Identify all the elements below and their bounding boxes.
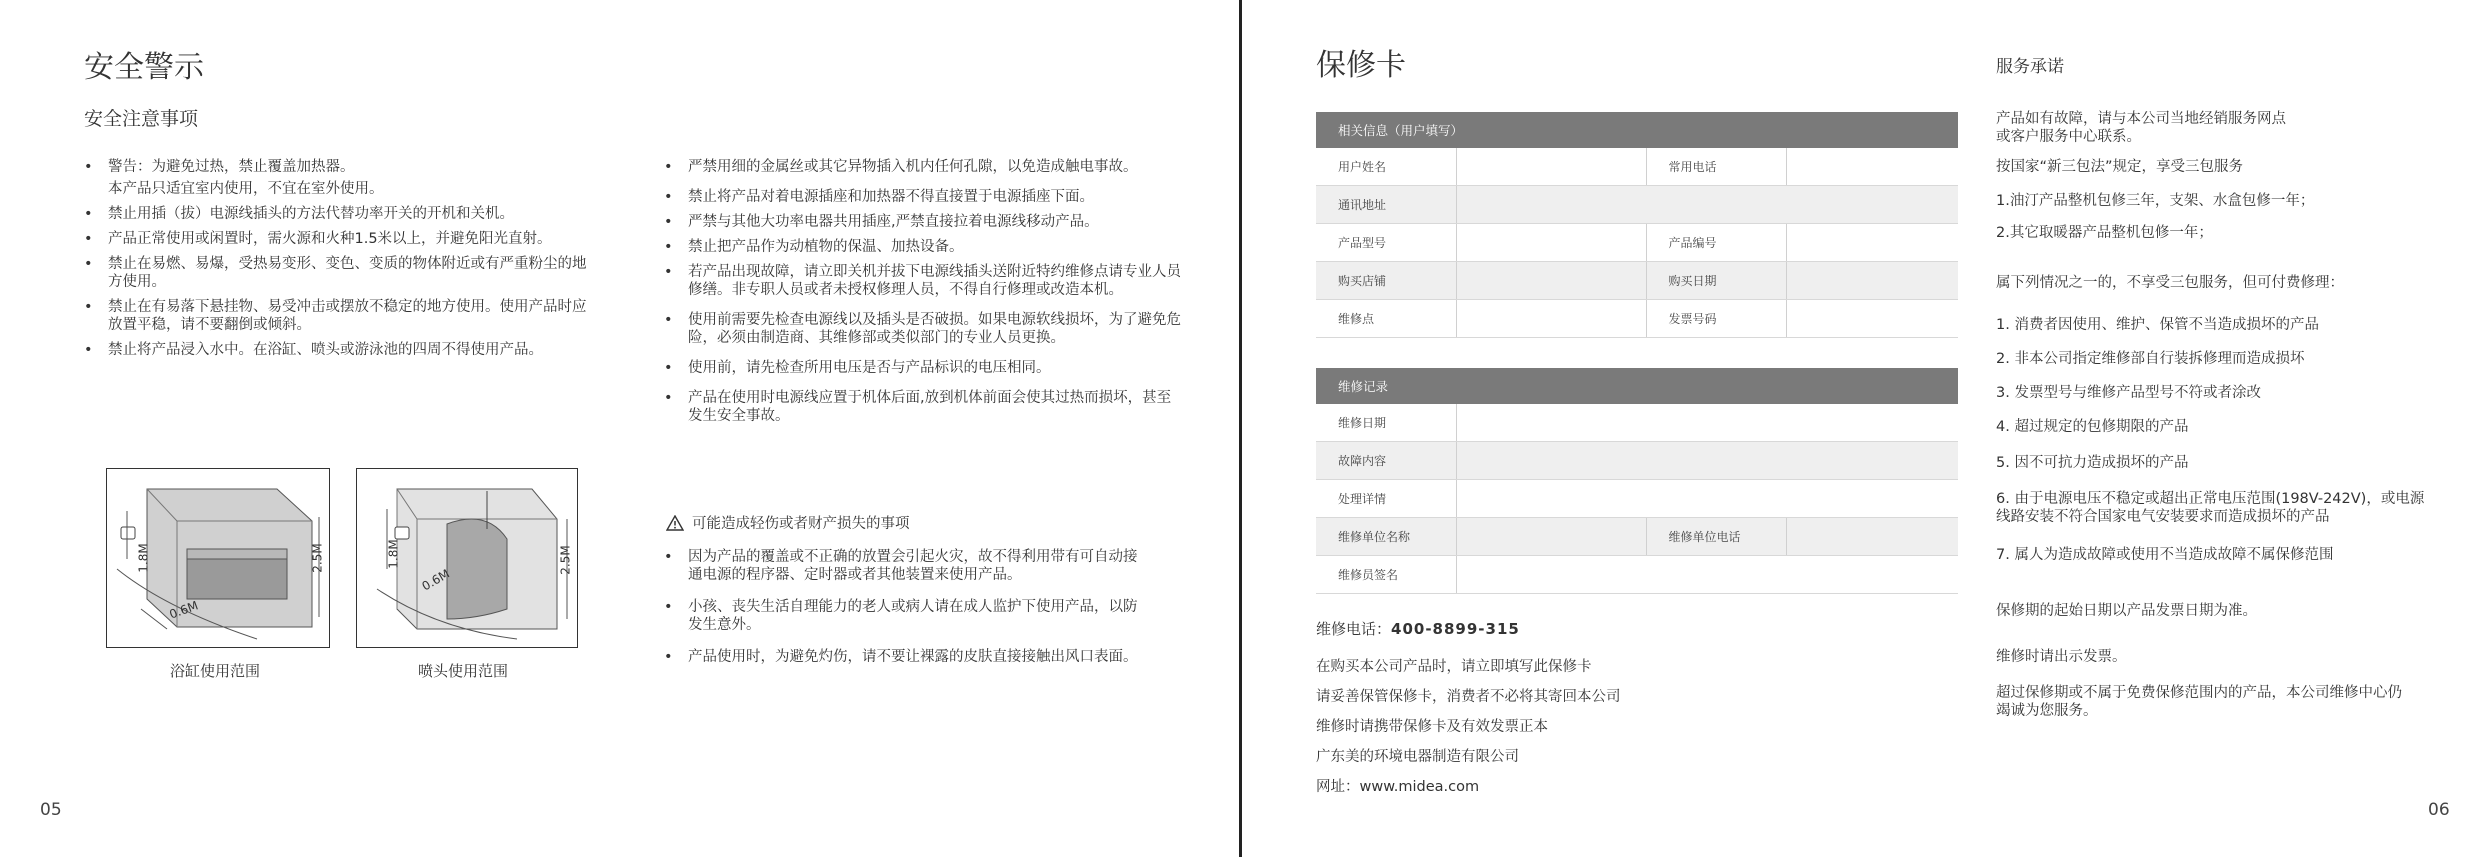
distance-label: 0.6M: [167, 598, 200, 622]
table-header: 相关信息（用户填写）: [1316, 112, 1958, 148]
store-field[interactable]: [1456, 262, 1646, 300]
shower-diagram: [356, 468, 578, 648]
list-item: • 禁止在易燃、易爆，受热易变形、变色、变质的物体附近或有严重粉尘的地方使用。: [84, 256, 587, 290]
contact-line: 在购买本公司产品时，请立即填写此保修卡: [1316, 659, 1592, 675]
exclusion-item: 3. 发票型号与维修产品型号不符或者涂改: [1996, 385, 2261, 401]
list-item: • 禁止用插（拔）电源线插头的方法代替功率开关的开机和关机。: [84, 206, 514, 222]
handling-field[interactable]: [1456, 480, 1958, 518]
warranty-note: 维修时请出示发票。: [1996, 649, 2127, 665]
service-title: 服务承诺: [1996, 57, 2064, 77]
service-policy: 按国家“新三包法”规定，享受三包服务: [1996, 159, 2244, 175]
list-item: • 若产品出现故障，请立即关机并拔下电源线插头送附近特约维修点请专业人员修缮。非专职人员或者未授权修理人员，不得自行修理或改造本机。: [664, 264, 1181, 298]
repairer-signature-field[interactable]: [1456, 556, 1958, 594]
safety-list-col1: [84, 158, 594, 366]
list-item: • 产品在使用时电源线应置于机体后面,放到机体前面会使其过热而损坏，甚至发生安全事故。: [664, 390, 1172, 424]
table-row: 购买店铺 购买日期: [1316, 262, 1958, 300]
caution-list: [664, 548, 1144, 673]
page-number: 05: [40, 800, 62, 820]
list-item: • 禁止将产品浸入水中。在浴缸、喷头或游泳池的四周不得使用产品。: [84, 342, 543, 358]
contact-line: 请妥善保管保修卡，消费者不必将其寄回本公司: [1316, 689, 1621, 705]
section-subtitle: 安全注意事项: [84, 108, 199, 130]
indoor-note: 本产品只适宜室内使用，不宜在室外使用。: [108, 181, 384, 197]
contact-line: 维修时请携带保修卡及有效发票正本: [1316, 719, 1548, 735]
list-item: • 因为产品的覆盖或不正确的放置会引起火灾，故不得利用带有可自动接通电源的程序器、定时器或者其他装置来使用产品。: [664, 549, 1138, 583]
height-label: 1.8M: [386, 539, 401, 569]
list-item: • 使用前，请先检查所用电压是否与产品标识的电压相同。: [664, 360, 1051, 376]
list-item: • 产品正常使用或闲置时，需火源和火种1.5米以上，并避免阳光直射。: [84, 231, 552, 247]
list-item: • 产品使用时，为避免灼伤，请不要让裸露的皮肤直接接触出风口表面。: [664, 649, 1138, 665]
contact-line: 广东美的环境电器制造有限公司: [1316, 749, 1519, 765]
warning-triangle-icon: [666, 515, 684, 531]
list-item: • 严禁用细的金属丝或其它异物插入机内任何孔隙，以免造成触电事故。: [664, 159, 1138, 175]
table-row: 维修单位名称 维修单位电话: [1316, 518, 1958, 556]
list-item: • 警告：为避免过热，禁止覆盖加热器。: [84, 159, 355, 175]
repair-record-table: [1316, 368, 1958, 594]
table-row: 用户姓名 常用电话: [1316, 148, 1958, 186]
table-row: 通讯地址: [1316, 186, 1958, 224]
repair-date-field[interactable]: [1456, 404, 1958, 442]
exclusion-title: 属下列情况之一的，不享受三包服务，但可付费修理：: [1996, 275, 2344, 291]
list-item: • 禁止在有易落下悬挂物、易受冲击或摆放不稳定的地方使用。使用产品时应放置平稳，请不要翻倒或倾斜。: [84, 299, 587, 333]
list-item: • 小孩、丧失生活自理能力的老人或病人请在成人监护下使用产品，以防发生意外。: [664, 599, 1138, 633]
list-item: • 严禁与其他大功率电器共用插座,严禁直接拉着电源线移动产品。: [664, 214, 1099, 230]
user-info-table: [1316, 112, 1958, 338]
address-field[interactable]: [1456, 186, 1958, 224]
repair-phone: 维修电话：400-8899-315: [1316, 620, 1520, 638]
table-row: 维修点 发票号码: [1316, 300, 1958, 338]
serial-field[interactable]: [1786, 224, 1958, 262]
exclusion-item: 1. 消费者因使用、维护、保管不当造成损坏的产品: [1996, 317, 2319, 333]
service-intro: 产品如有故障，请与本公司当地经销服务网点或客户服务中心联系。: [1996, 111, 2286, 145]
model-field[interactable]: [1456, 224, 1646, 262]
caution-heading: 可能造成轻伤或者财产损失的事项: [666, 512, 910, 533]
exclusion-item: 6. 由于电源电压不稳定或超出正常电压范围(198V-242V)，或电源线路安装不符合国家电气安装要求而造成损坏的产品: [1996, 491, 2425, 525]
safety-list-col2: [664, 158, 1184, 432]
page-title: 安全警示: [84, 50, 204, 85]
phone-field[interactable]: [1786, 148, 1958, 186]
purchase-date-field[interactable]: [1786, 262, 1958, 300]
height-label: 2.5M: [310, 543, 325, 573]
exclusion-item: 2. 非本公司指定维修部自行装拆修理而造成损坏: [1996, 351, 2305, 367]
bathtub-caption: 浴缸使用范围: [170, 662, 261, 680]
website: 网址：www.midea.com: [1316, 779, 1480, 795]
exclusion-item: 4. 超过规定的包修期限的产品: [1996, 419, 2189, 435]
exclusion-item: 5. 因不可抗力造成损坏的产品: [1996, 455, 2189, 471]
service-item: 2.其它取暖器产品整机包修一年；: [1996, 225, 2213, 241]
right-page: [1280, 0, 2482, 857]
list-item: • 使用前需要先检查电源线以及插头是否破损。如果电源软线损坏，为了避免危险，必须由制造商、其维修部或类似部门的专业人员更换。: [664, 312, 1181, 346]
service-item: 1.油汀产品整机包修三年，支架、水盒包修一年；: [1996, 193, 2315, 209]
bathtub-diagram: [106, 468, 330, 648]
table-row: 产品型号 产品编号: [1316, 224, 1958, 262]
exclusion-item: 7. 属人为造成故障或使用不当造成故障不属保修范围: [1996, 547, 2334, 563]
page-number: 06: [2428, 800, 2450, 820]
warranty-note: 超过保修期或不属于免费保修范围内的产品，本公司维修中心仍竭诚为您服务。: [1996, 685, 2402, 719]
page-gutter: [1242, 0, 1280, 857]
repair-point-field[interactable]: [1456, 300, 1646, 338]
list-item: • 禁止将产品对着电源插座和加热器不得直接置于电源插座下面。: [664, 189, 1094, 205]
distance-label: 0.6M: [419, 566, 452, 594]
repair-unit-phone-field[interactable]: [1786, 518, 1958, 556]
height-label: 1.8M: [136, 543, 151, 573]
invoice-field[interactable]: [1786, 300, 1958, 338]
table-row: 故障内容: [1316, 442, 1958, 480]
warranty-note: 保修期的起始日期以产品发票日期为准。: [1996, 603, 2257, 619]
repair-unit-field[interactable]: [1456, 518, 1646, 556]
list-item: • 禁止把产品作为动植物的保温、加热设备。: [664, 239, 964, 255]
table-header: 维修记录: [1316, 368, 1958, 404]
shower-caption: 喷头使用范围: [418, 662, 509, 680]
table-row: 处理详情: [1316, 480, 1958, 518]
height-label: 2.5M: [558, 545, 573, 575]
name-field[interactable]: [1456, 148, 1646, 186]
table-row: 维修日期: [1316, 404, 1958, 442]
page-title: 保修卡: [1316, 48, 1406, 83]
table-row: 维修员签名: [1316, 556, 1958, 594]
fault-field[interactable]: [1456, 442, 1958, 480]
